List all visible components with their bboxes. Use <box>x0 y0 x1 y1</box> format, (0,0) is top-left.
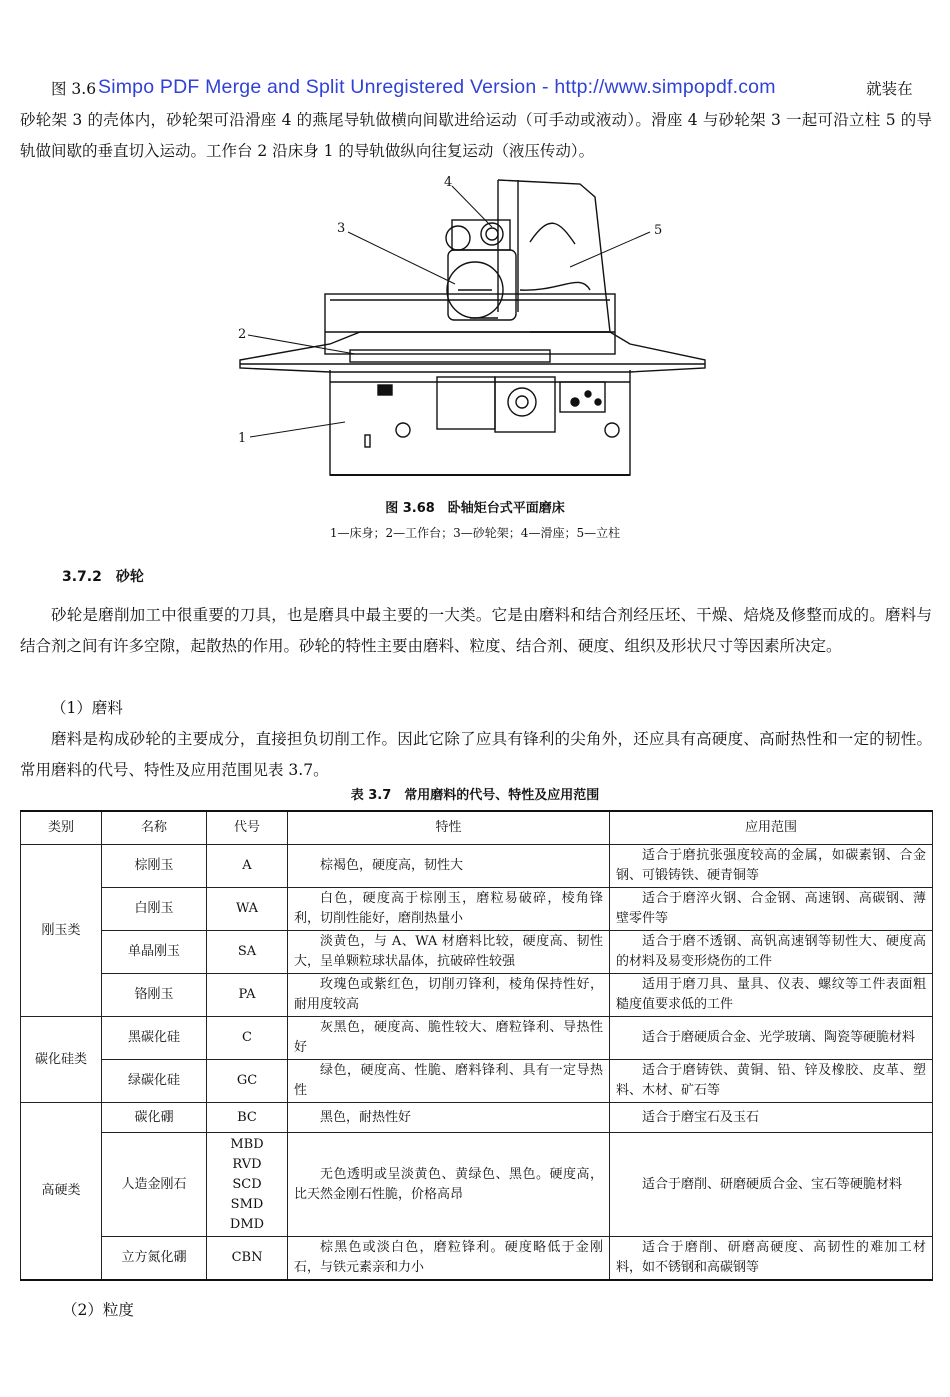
figure-label-4: 4 <box>444 175 453 190</box>
code-item: SCD <box>232 1176 262 1192</box>
code-item: DMD <box>229 1216 265 1232</box>
category-cell: 刚玉类 <box>21 845 102 1017</box>
category-cell: 高硬类 <box>21 1103 102 1281</box>
subheading-abrasive: （1）磨料 <box>51 699 123 717</box>
table-row <box>21 888 933 931</box>
table-row <box>21 931 933 974</box>
name-cell: 单晶刚玉 <box>102 931 207 974</box>
name-cell: 白刚玉 <box>102 888 207 931</box>
intro-rest: 砂轮架 3 的壳体内，砂轮架可沿滑座 4 的燕尾导轨做横向间歇进给运动（可手动或液动）。滑座 4 与砂轮架 3 一起可沿立柱 5 的导轨做间歇的垂直切入运动。工作台 2 沿床身 1 的导轨做纵向往复运动（液压传动）。 <box>20 111 932 160</box>
name-cell: 绿碳化硅 <box>102 1060 207 1103</box>
watermark-text: Simpo PDF Merge and Split Unregistered Version - http://www.simpopdf.com <box>98 76 776 98</box>
code-item: RVD <box>232 1156 262 1172</box>
figure-label-2: 2 <box>238 327 247 342</box>
name-cell: 铬刚玉 <box>102 974 207 1017</box>
feature-cell: 棕黑色或淡白色，磨粒锋利。硬度略低于金刚石，与铁元素亲和力小 <box>288 1237 610 1281</box>
feature-cell: 无色透明或呈淡黄色、黄绿色、黑色。硬度高，比天然金刚石性脆，价格高昂 <box>288 1133 610 1237</box>
feature-cell: 绿色，硬度高、性脆、磨料锋利、具有一定导热性 <box>288 1060 610 1103</box>
table-row <box>21 1103 933 1133</box>
code-cell: WA <box>207 888 288 931</box>
figure-label-5: 5 <box>654 223 663 238</box>
intro-line1-end: 就装在 <box>866 80 913 98</box>
usage-cell: 适合于磨削、研磨硬质合金、宝石等硬脆材料 <box>610 1133 933 1237</box>
grinder-figure <box>230 172 710 484</box>
name-cell: 人造金刚石 <box>102 1133 207 1237</box>
table-row <box>21 1060 933 1103</box>
paragraph-grinding-wheel: 砂轮是磨削加工中很重要的刀具，也是磨具中最主要的一大类。它是由磨料和结合剂经压坯、干燥、焙烧及修整而成的。磨料与结合剂之间有许多空隙，起散热的作用。砂轮的特性主要由磨料、粒度、结合剂、硬度、组织及形状尺寸等因素所决定。 <box>20 606 932 655</box>
figure-caption: 1—床身；2—工作台；3—砂轮架；4—滑座；5—立柱 <box>329 526 621 540</box>
intro-start: 图 3.6 <box>51 80 97 98</box>
feature-cell: 黑色，耐热性好 <box>288 1103 610 1133</box>
name-cell: 立方氮化硼 <box>102 1237 207 1281</box>
header-code: 代号 <box>207 811 288 845</box>
feature-cell: 灰黑色，硬度高、脆性较大、磨粒锋利、导热性好 <box>288 1017 610 1060</box>
abrasive-table <box>20 810 933 1281</box>
figure-label-1: 1 <box>238 431 247 446</box>
usage-cell: 适合于磨硬质合金、光学玻璃、陶瓷等硬脆材料 <box>610 1017 933 1060</box>
usage-cell: 适合于磨抗张强度较高的金属，如碳素钢、合金钢、可锻铸铁、硬青铜等 <box>610 845 933 888</box>
table-row <box>21 845 933 888</box>
code-cell: C <box>207 1017 288 1060</box>
table-row <box>21 1237 933 1281</box>
code-item: SMD <box>230 1196 264 1212</box>
code-cell: PA <box>207 974 288 1017</box>
figure-label-3: 3 <box>337 221 346 236</box>
feature-cell: 棕褐色，硬度高，韧性大 <box>288 845 610 888</box>
category-cell: 碳化硅类 <box>21 1017 102 1103</box>
name-cell: 棕刚玉 <box>102 845 207 888</box>
code-cell: BC <box>207 1103 288 1133</box>
name-cell: 黑碳化硅 <box>102 1017 207 1060</box>
usage-cell: 适用于磨刀具、量具、仪表、螺纹等工件表面粗糙度值要求低的工件 <box>610 974 933 1017</box>
subheading-grit-size: （2）粒度 <box>62 1301 134 1319</box>
header-feature: 特性 <box>288 811 610 845</box>
table-row <box>21 1133 933 1237</box>
code-cell: GC <box>207 1060 288 1103</box>
header-usage: 应用范围 <box>610 811 933 845</box>
figure-title: 图 3.68 卧轴矩台式平面磨床 <box>385 501 565 516</box>
usage-cell: 适合于磨削、研磨高硬度、高韧性的难加工材料，如不锈钢和高碳钢等 <box>610 1237 933 1281</box>
usage-cell: 适合于磨淬火钢、合金钢、高速钢、高碳钢、薄壁零件等 <box>610 888 933 931</box>
code-cell: A <box>207 845 288 888</box>
code-list-cell <box>207 1133 288 1237</box>
usage-cell: 适合于磨宝石及玉石 <box>610 1103 933 1133</box>
feature-cell: 淡黄色，与 A、WA 材磨料比较，硬度高、韧性大，呈单颗粒球状晶体，抗破碎性较强 <box>288 931 610 974</box>
code-cell: CBN <box>207 1237 288 1281</box>
paragraph-abrasive: 磨料是构成砂轮的主要成分，直接担负切削工作。因此它除了应具有锋利的尖角外，还应具有高硬度、高耐热性和一定的韧性。常用磨料的代号、特性及应用范围见表 3.7。 <box>20 730 932 779</box>
feature-cell: 白色，硬度高于棕刚玉，磨粒易破碎，棱角锋利，切削性能好，磨削热量小 <box>288 888 610 931</box>
table-row <box>21 974 933 1017</box>
usage-cell: 适合于磨不透钢、高钒高速钢等韧性大、硬度高的材料及易变形烧伤的工件 <box>610 931 933 974</box>
table-title: 表 3.7 常用磨料的代号、特性及应用范围 <box>350 788 600 803</box>
table-row <box>21 1017 933 1060</box>
feature-cell: 玫瑰色或紫红色，切削刃锋利，棱角保持性好，耐用度较高 <box>288 974 610 1017</box>
code-cell: SA <box>207 931 288 974</box>
name-cell: 碳化硼 <box>102 1103 207 1133</box>
code-item: MBD <box>230 1136 264 1152</box>
usage-cell: 适合于磨铸铁、黄铜、铅、锌及橡胶、皮革、塑料、木材、矿石等 <box>610 1060 933 1103</box>
header-category: 类别 <box>21 811 102 845</box>
header-name: 名称 <box>102 811 207 845</box>
table-header-row <box>21 811 933 845</box>
section-title: 3.7.2 砂轮 <box>62 569 144 585</box>
